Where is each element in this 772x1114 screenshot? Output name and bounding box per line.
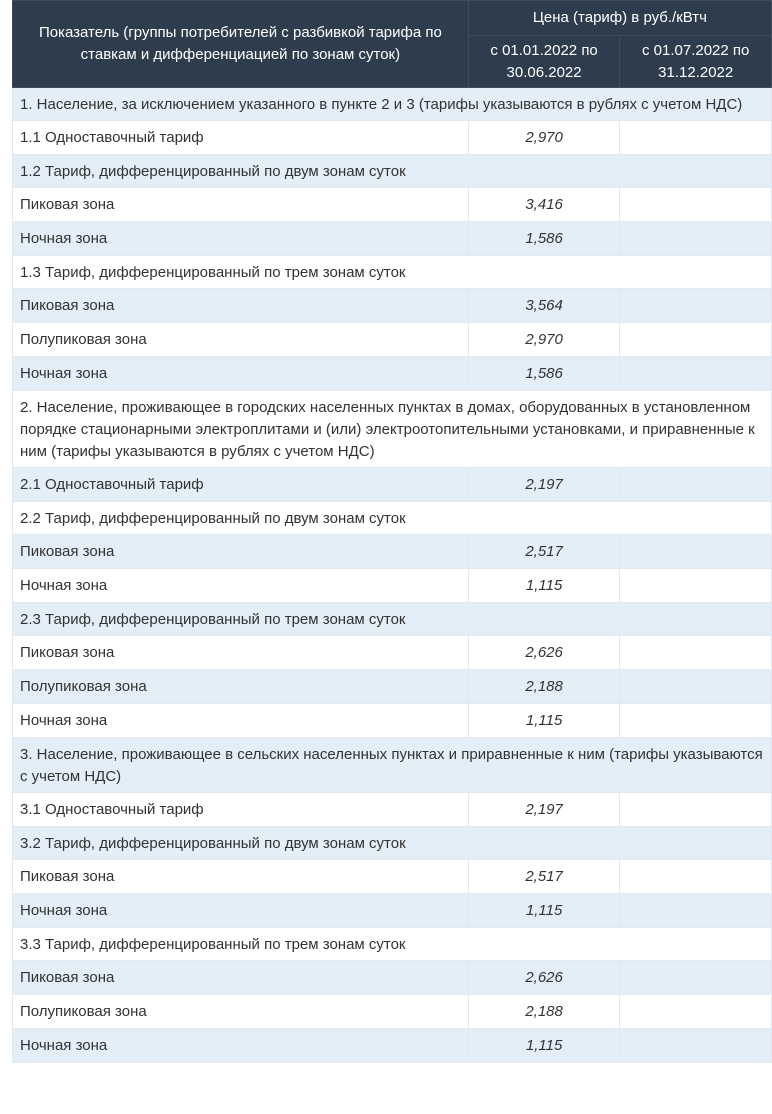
price-period-1-cell: 1,115 bbox=[468, 704, 620, 738]
row-label: Полупиковая зона bbox=[13, 995, 469, 1029]
row-label: Пиковая зона bbox=[13, 860, 469, 894]
price-period-2-cell bbox=[620, 188, 772, 222]
row-label: Полупиковая зона bbox=[13, 670, 469, 704]
section-row bbox=[13, 256, 772, 289]
table-row bbox=[13, 121, 772, 155]
section-label: 2.2 Тариф, дифференцированный по двум зонам суток bbox=[13, 502, 772, 535]
section-label: 3.2 Тариф, дифференцированный по двум зонам суток bbox=[13, 827, 772, 860]
tariff-table bbox=[12, 0, 772, 1063]
row-label: Пиковая зона bbox=[13, 636, 469, 670]
row-label: Ночная зона bbox=[13, 357, 469, 391]
table-row bbox=[13, 961, 772, 995]
table-row bbox=[13, 793, 772, 827]
price-period-1-cell: 1,115 bbox=[468, 1029, 620, 1063]
price-period-1-cell: 3,416 bbox=[468, 188, 620, 222]
table-row bbox=[13, 289, 772, 323]
section-label: 1.3 Тариф, дифференцированный по трем зонам суток bbox=[13, 256, 772, 289]
indicator-column-header: Показатель (группы потребителей с разбивкой тарифа по ставкам и дифференциацией по зонам суток) bbox=[13, 1, 469, 88]
row-label: Ночная зона bbox=[13, 894, 469, 928]
price-period-1-cell: 2,188 bbox=[468, 995, 620, 1029]
price-period-1-cell: 2,626 bbox=[468, 961, 620, 995]
table-row bbox=[13, 357, 772, 391]
price-period-2-cell bbox=[620, 860, 772, 894]
row-label: Ночная зона bbox=[13, 704, 469, 738]
price-period-2-cell bbox=[620, 357, 772, 391]
section-label: 1.2 Тариф, дифференцированный по двум зонам суток bbox=[13, 155, 772, 188]
section-label: 3.3 Тариф, дифференцированный по трем зонам суток bbox=[13, 928, 772, 961]
section-label: 3. Население, проживающее в сельских населенных пунктах и приравненные к ним (тарифы указываются с учетом НДС) bbox=[13, 738, 772, 793]
table-row bbox=[13, 535, 772, 569]
price-period-2-cell bbox=[620, 704, 772, 738]
price-period-1-cell: 2,517 bbox=[468, 860, 620, 894]
price-period-1-cell: 2,197 bbox=[468, 793, 620, 827]
row-label: Полупиковая зона bbox=[13, 323, 469, 357]
table-body bbox=[13, 88, 772, 1063]
price-period-1-cell: 1,115 bbox=[468, 569, 620, 603]
price-period-2-cell bbox=[620, 670, 772, 704]
price-period-1-cell: 1,586 bbox=[468, 357, 620, 391]
period-1-header: с 01.01.2022 по 30.06.2022 bbox=[468, 36, 620, 88]
price-period-1-cell: 2,970 bbox=[468, 323, 620, 357]
section-row bbox=[13, 827, 772, 860]
row-label: Ночная зона bbox=[13, 222, 469, 256]
table-row bbox=[13, 323, 772, 357]
price-period-1-cell: 2,970 bbox=[468, 121, 620, 155]
price-period-1-cell: 2,517 bbox=[468, 535, 620, 569]
table-row bbox=[13, 569, 772, 603]
price-period-2-cell bbox=[620, 995, 772, 1029]
section-row bbox=[13, 928, 772, 961]
section-row bbox=[13, 155, 772, 188]
price-period-2-cell bbox=[620, 535, 772, 569]
section-label: 1. Население, за исключением указанного в пункте 2 и 3 (тарифы указываются в рублях с учетом НДС) bbox=[13, 88, 772, 121]
section-row bbox=[13, 502, 772, 535]
table-row bbox=[13, 995, 772, 1029]
section-label: 2.3 Тариф, дифференцированный по трем зонам суток bbox=[13, 603, 772, 636]
price-period-1-cell: 1,586 bbox=[468, 222, 620, 256]
price-period-2-cell bbox=[620, 222, 772, 256]
period-2-header: с 01.07.2022 по 31.12.2022 bbox=[620, 36, 772, 88]
table-row bbox=[13, 468, 772, 502]
price-period-2-cell bbox=[620, 289, 772, 323]
table-row bbox=[13, 670, 772, 704]
price-period-2-cell bbox=[620, 323, 772, 357]
table-row bbox=[13, 704, 772, 738]
price-period-2-cell bbox=[620, 636, 772, 670]
row-label: Ночная зона bbox=[13, 1029, 469, 1063]
row-label: Пиковая зона bbox=[13, 188, 469, 222]
row-label: Пиковая зона bbox=[13, 289, 469, 323]
section-row bbox=[13, 738, 772, 793]
row-label: Пиковая зона bbox=[13, 535, 469, 569]
table-row bbox=[13, 222, 772, 256]
row-label: 2.1 Одноставочный тариф bbox=[13, 468, 469, 502]
price-period-2-cell bbox=[620, 793, 772, 827]
table-row bbox=[13, 636, 772, 670]
section-row bbox=[13, 391, 772, 468]
price-period-1-cell: 1,115 bbox=[468, 894, 620, 928]
price-period-1-cell: 2,188 bbox=[468, 670, 620, 704]
row-label: 1.1 Одноставочный тариф bbox=[13, 121, 469, 155]
table-header bbox=[13, 1, 772, 88]
section-row bbox=[13, 88, 772, 121]
section-row bbox=[13, 603, 772, 636]
price-column-header: Цена (тариф) в руб./кВтч bbox=[468, 1, 771, 36]
row-label: Ночная зона bbox=[13, 569, 469, 603]
row-label: 3.1 Одноставочный тариф bbox=[13, 793, 469, 827]
price-period-2-cell bbox=[620, 468, 772, 502]
table-row bbox=[13, 860, 772, 894]
price-period-2-cell bbox=[620, 121, 772, 155]
price-period-2-cell bbox=[620, 569, 772, 603]
table-row bbox=[13, 894, 772, 928]
row-label: Пиковая зона bbox=[13, 961, 469, 995]
price-period-1-cell: 2,197 bbox=[468, 468, 620, 502]
table-row bbox=[13, 1029, 772, 1063]
table-row bbox=[13, 188, 772, 222]
price-period-2-cell bbox=[620, 961, 772, 995]
price-period-1-cell: 3,564 bbox=[468, 289, 620, 323]
price-period-2-cell bbox=[620, 894, 772, 928]
section-label: 2. Население, проживающее в городских населенных пунктах в домах, оборудованных в установленном порядке стационарными электроплитами и (или) электроотопительными установками, и приравненные к ним (тарифы указываются в рублях с учетом НДС) bbox=[13, 391, 772, 468]
price-period-1-cell: 2,626 bbox=[468, 636, 620, 670]
price-period-2-cell bbox=[620, 1029, 772, 1063]
